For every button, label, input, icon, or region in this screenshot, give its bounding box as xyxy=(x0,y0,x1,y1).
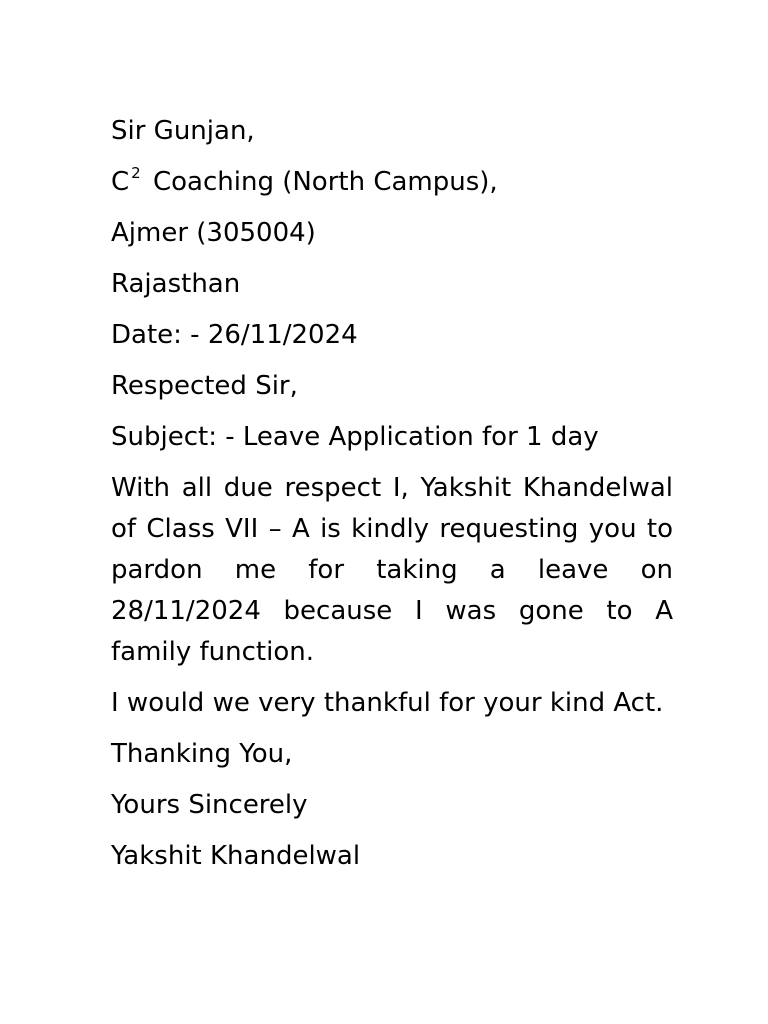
subject-line: Subject: - Leave Application for 1 day xyxy=(111,422,599,452)
state-line: Rajasthan xyxy=(111,269,241,299)
closing-sincerely: Yours Sincerely xyxy=(111,790,308,820)
organization-name: Coaching (North Campus), xyxy=(152,167,498,197)
salutation: Respected Sir, xyxy=(111,371,298,401)
signature-name: Yakshit Khandelwal xyxy=(111,841,361,871)
organization-superscript: 2 xyxy=(131,164,141,183)
closing-thanks: Thanking You, xyxy=(111,739,293,769)
organization-line xyxy=(111,162,673,203)
recipient-name: Sir Gunjan, xyxy=(111,116,255,146)
city-line: Ajmer (305004) xyxy=(111,218,316,248)
organization-prefix: C xyxy=(111,167,130,197)
body-paragraph-2: I would we very thankful for your kind Act. xyxy=(111,688,664,718)
body-paragraph-1: With all due respect I, Yakshit Khandelwal of Class VII – A is kindly requesting you to pardon me for taking a leave on 28/11/2024 because I was gone to A family function. xyxy=(111,473,673,667)
letter-page xyxy=(111,111,673,887)
date-line: Date: - 26/11/2024 xyxy=(111,320,358,350)
